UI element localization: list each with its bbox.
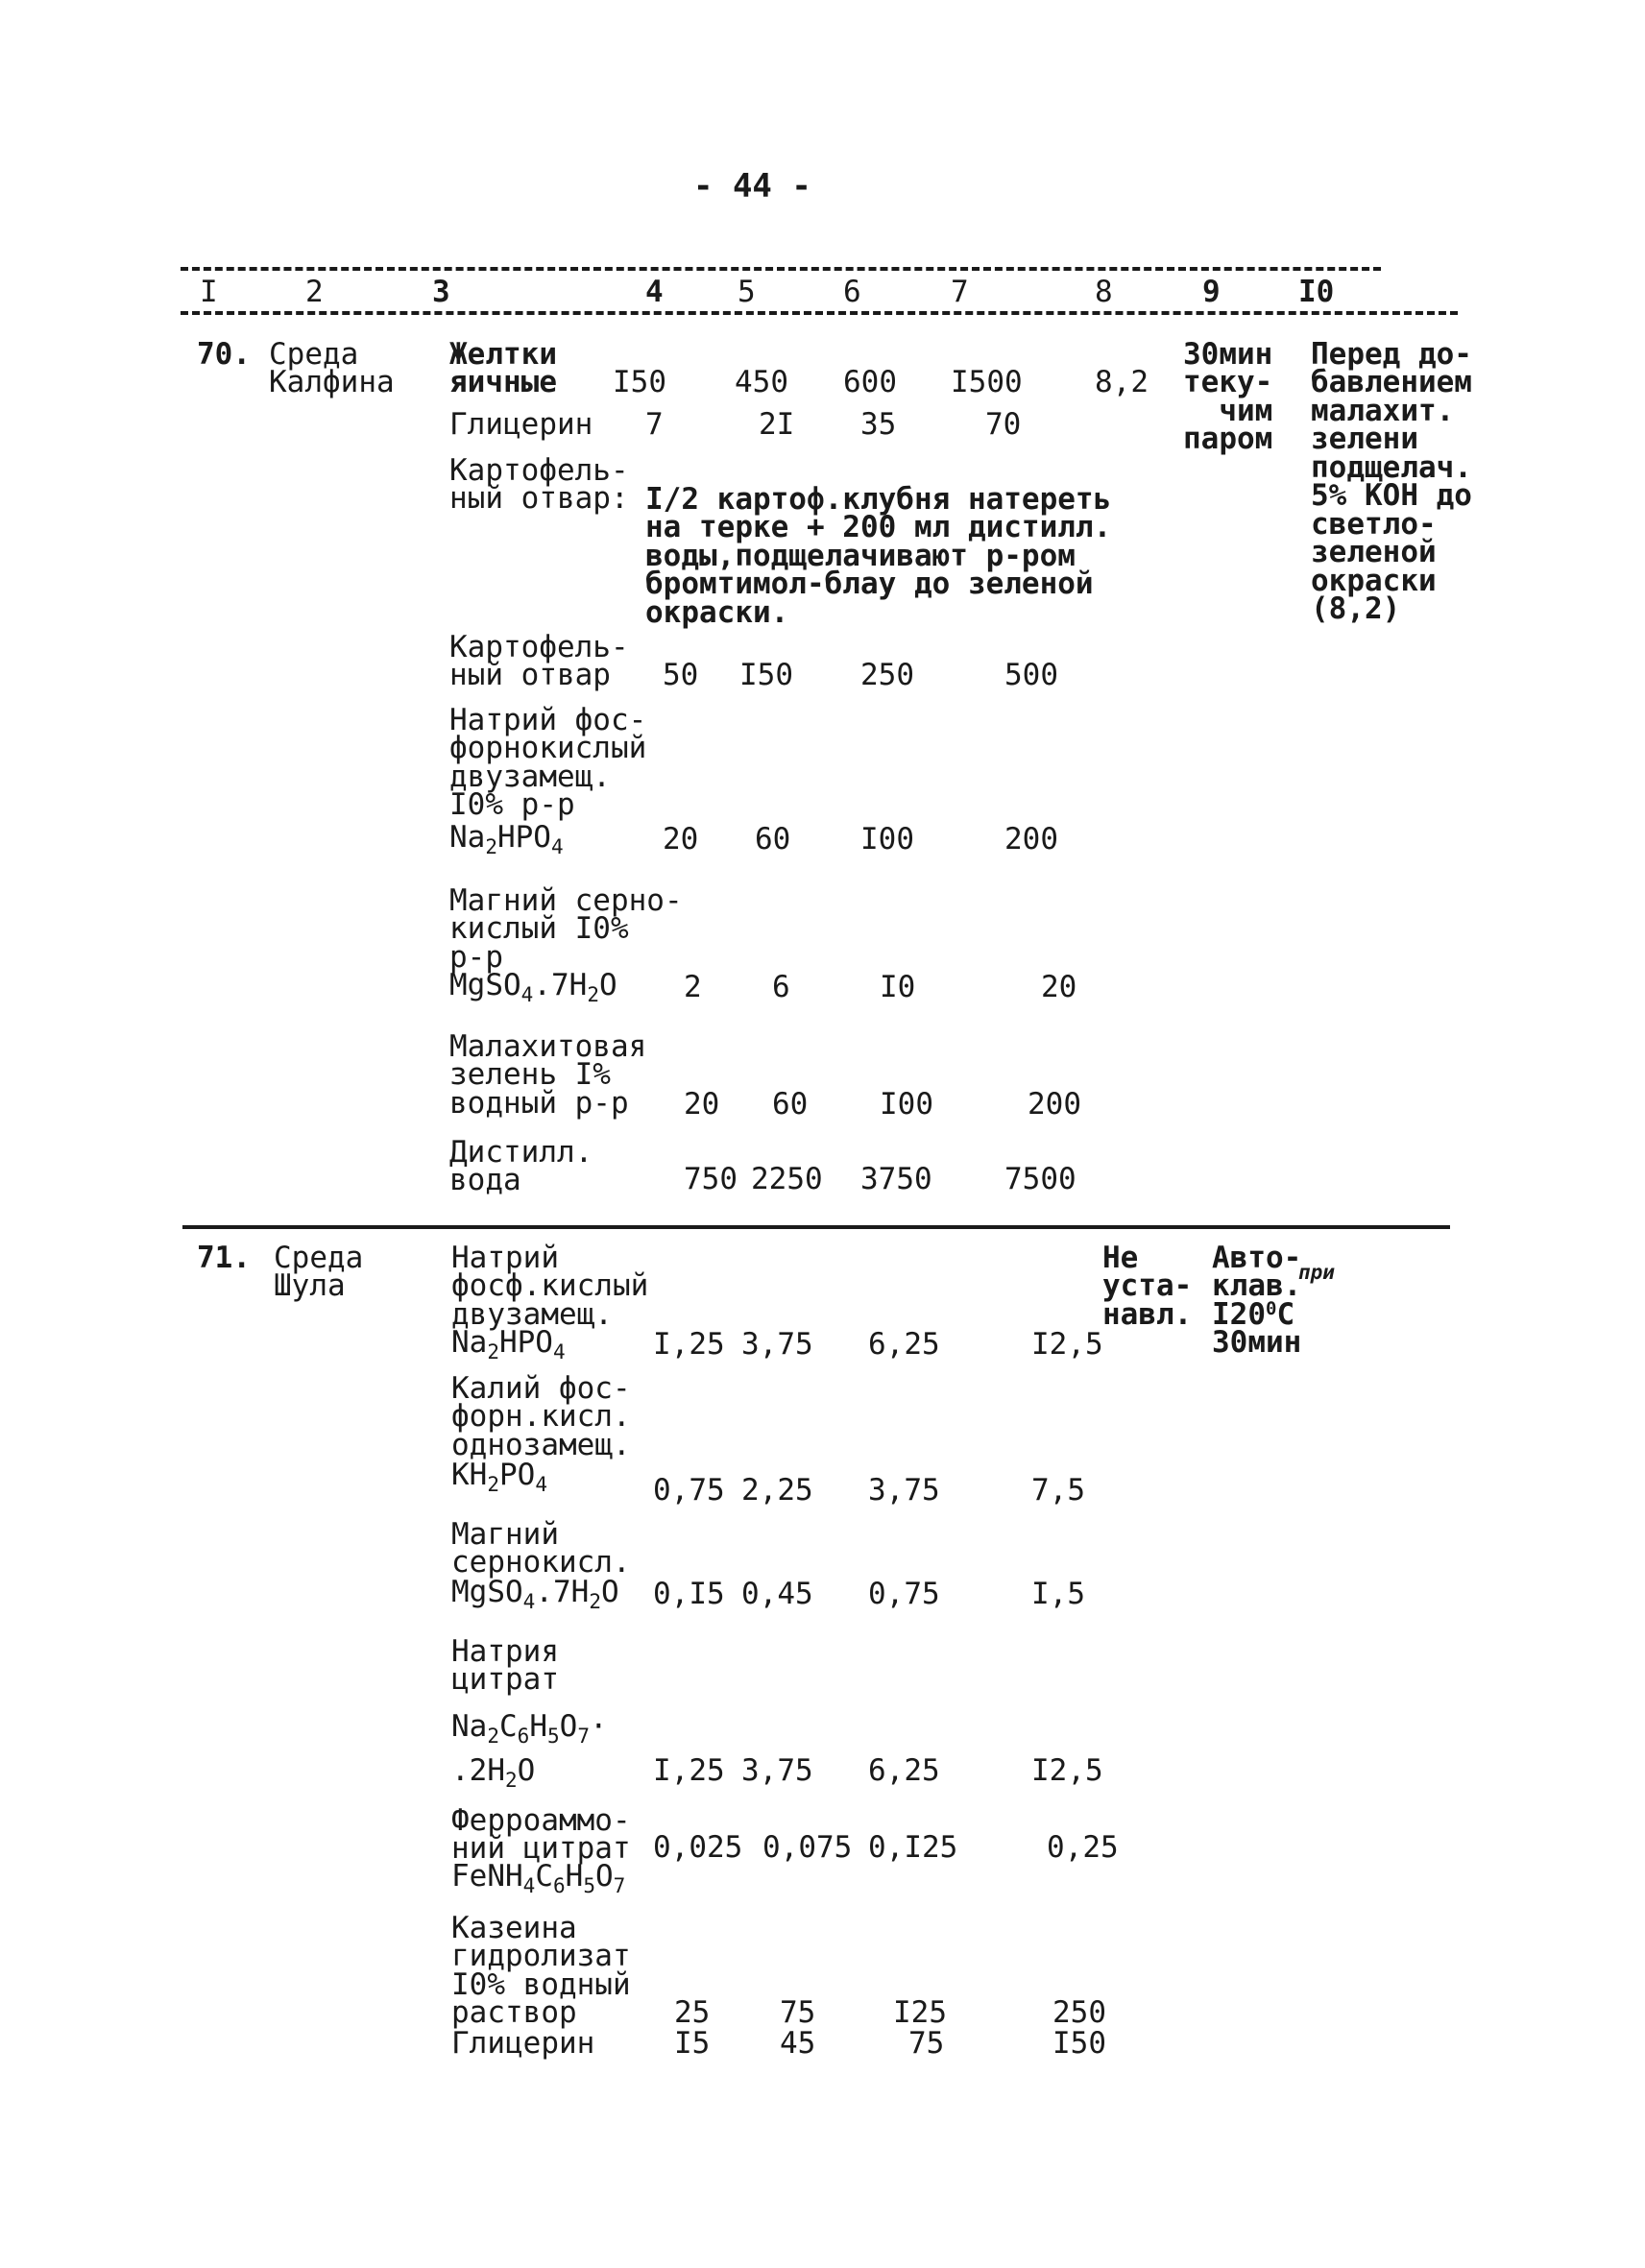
value-col-4: 25 [674,1995,711,2030]
value-col-6: I0 [880,970,916,1004]
value-col-6: 3750 [860,1162,932,1196]
col-7-number: 7 [951,275,969,309]
header-bottom-rule [181,311,1458,315]
entry-70-notes: Перед до- бавлением малахит. зелени подщелач. 5% КОН до светло- зеленой окраски (8,2) [1311,337,1472,626]
ingredient-label: Глицерин [451,2026,595,2061]
entry-71-name: Среда Шула [274,1241,364,1304]
entry-71-number: 71. [197,1241,251,1275]
ingredient-label: Дистилл. вода [449,1135,593,1198]
ingredient-label: Картофель- ный отвар [449,630,629,693]
value-col-5: 75 [780,1995,816,2030]
value-col-4: 750 [684,1162,738,1196]
chemical-formula: $MgSO_4.7H_2O$ [449,968,617,1006]
ingredient-label: Калий фос- форн.кисл. однозамещ. [451,1371,631,1462]
entry-70-ph: 8,2 [1095,365,1149,399]
chemical-formula: $MgSO_4.7H_2O$ [451,1575,619,1613]
col-2-number: 2 [305,275,324,309]
value-col-5: 60 [772,1087,809,1122]
value-col-5: 2I [759,407,795,442]
value-col-6: 3,75 [868,1473,940,1508]
ingredient-label: Глицерин [449,407,593,442]
value-col-4: 2 [684,970,702,1004]
ingredient-label: Натрий фосф.кислый двузамещ. [451,1241,649,1332]
value-col-6: I00 [860,822,914,857]
ingredient-label: Магний сернокисл. [451,1517,631,1580]
entry-71-sterilization-note: при [1298,1261,1335,1284]
entry-70-number: 70. [197,337,251,372]
value-col-5: 3,75 [741,1753,813,1788]
col-9-number: 9 [1202,275,1221,309]
value-col-7: 200 [1028,1087,1081,1122]
value-col-4: I,25 [653,1753,725,1788]
value-col-5: 2250 [751,1162,823,1196]
value-col-4: 0,75 [653,1473,725,1508]
value-col-4: 0,025 [653,1830,743,1865]
value-col-7: I2,5 [1031,1753,1103,1788]
value-col-7: I500 [951,365,1023,399]
col-4-number: 4 [645,275,664,309]
col-8-number: 8 [1095,275,1113,309]
value-col-6: 75 [908,2026,945,2061]
value-col-7: 200 [1004,822,1058,857]
value-col-7: 70 [985,407,1022,442]
value-col-5: 2,25 [741,1473,813,1508]
value-col-5: 3,75 [741,1327,813,1362]
value-col-7: I,5 [1031,1577,1085,1611]
value-col-4: I,25 [653,1327,725,1362]
value-col-4: 0,I5 [653,1577,725,1611]
value-col-4: 20 [684,1087,720,1122]
value-col-6: 600 [843,365,897,399]
ingredient-label: Желтки яичные [449,337,557,400]
chemical-formula: $Na_2C_6H_5O_7\cdot$ [451,1709,608,1748]
value-col-7: 250 [1052,1995,1106,2030]
col-6-number: 6 [843,275,861,309]
value-col-7: 500 [1004,658,1058,692]
decoction-preparation-note: I/2 картоф.клубня натереть на терке + 200 мл дистилл. воды,подщелачивают р-ром бромтимол-блау до зеленой окраски. [645,482,1112,630]
chemical-formula: $FeNH_4C_6H_5O_7$ [451,1859,626,1897]
entry-71-sterilization: Авто- клав. $I20^0C$ 30мин [1212,1241,1302,1361]
col-10-number: I0 [1298,275,1335,309]
ingredient-label: Натрий фос- форнокислый двузамещ. I0% р-р [449,703,647,823]
value-col-5: 60 [755,822,791,857]
value-col-6: 35 [860,407,897,442]
value-col-7: I50 [1052,2026,1106,2061]
value-col-6: 250 [860,658,914,692]
value-col-4: 20 [663,822,699,857]
value-col-5: 6 [772,970,790,1004]
value-col-7: 7500 [1004,1162,1077,1196]
ingredient-label: Магний серно- кислый I0% р-р [449,883,683,975]
col-5-number: 5 [738,275,756,309]
value-col-7: 0,25 [1047,1830,1119,1865]
value-col-5: 0,075 [762,1830,853,1865]
value-col-5: 45 [780,2026,816,2061]
header-top-rule [181,267,1381,271]
chemical-formula: $.2H_2O$ [451,1753,536,1792]
value-col-6: 6,25 [868,1327,940,1362]
ingredient-label: Ферроаммо- ний цитрат [451,1803,631,1867]
value-col-6: 6,25 [868,1753,940,1788]
value-col-4: I5 [674,2026,711,2061]
ingredient-label: Картофель- ный отвар: [449,453,629,517]
value-col-6: 0,75 [868,1577,940,1611]
value-col-7: 7,5 [1031,1473,1085,1508]
entry-70-name: Среда Калфина [269,337,395,400]
col-3-number: 3 [432,275,450,309]
ingredient-label: Казеина гидролизат I0% водный раствор [451,1911,631,2031]
value-col-4: 7 [645,407,664,442]
chemical-formula: $KH_2PO_4$ [451,1458,547,1496]
entry-70-sterilization: 30мин теку- чим паром [1183,337,1273,457]
entry-71-ph: Не уста- навл. [1102,1241,1193,1332]
col-1-number: I [200,275,218,309]
value-col-5: 450 [735,365,788,399]
chemical-formula: $Na_2HPO_4$ [449,820,564,858]
value-col-7: 20 [1041,970,1077,1004]
value-col-5: 0,45 [741,1577,813,1611]
value-col-5: I50 [739,658,793,692]
ingredient-label: Натрия цитрат [451,1634,559,1698]
value-col-4: 50 [663,658,699,692]
value-col-4: I50 [613,365,666,399]
page-number: - 44 - [693,167,811,205]
value-col-6: I25 [893,1995,947,2030]
ingredient-label: Малахитовая зелень I% водный р-р [449,1029,647,1121]
value-col-6: 0,I25 [868,1830,958,1865]
entry-separator [182,1225,1450,1229]
value-col-6: I00 [880,1087,933,1122]
chemical-formula: $Na_2HPO_4$ [451,1325,566,1363]
value-col-7: I2,5 [1031,1327,1103,1362]
